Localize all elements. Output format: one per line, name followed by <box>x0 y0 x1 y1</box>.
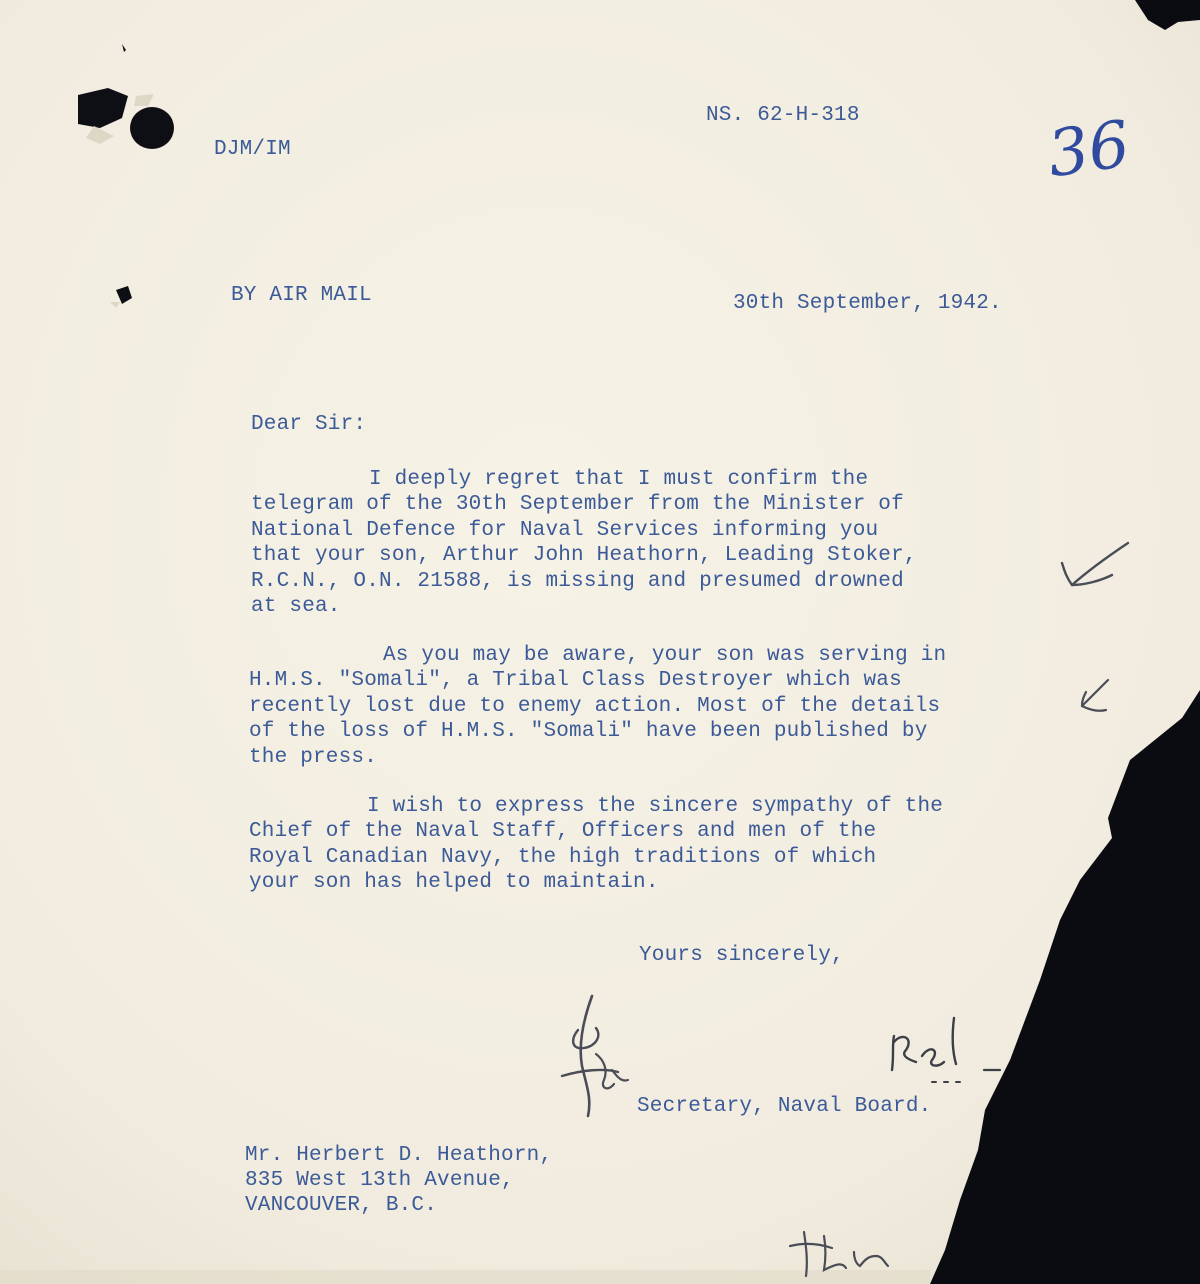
punch-hole-damage <box>70 40 190 320</box>
paragraph-confirmation: I deeply regret that I must confirm the telegram of the 30th September from the Minister of National Defence for Naval Services informing you that your son, Arthur John Heathorn, Leading Stoker, R.C.N., O.N. 21588, is missing and presumed drowned at sea. <box>251 468 917 619</box>
address-line: VANCOUVER, B.C. <box>245 1194 438 1217</box>
delivery-method: BY AIR MAIL <box>231 284 372 307</box>
letter-date: 30th September, 1942. <box>733 292 1002 315</box>
handwritten-signature <box>548 988 648 1128</box>
paragraph-sympathy: I wish to express the sincere sympathy of the Chief of the Naval Staff, Officers and men of the Royal Canadian Navy, the high traditions of which your son has helped to maintain. <box>249 795 944 895</box>
handwritten-initials <box>880 1010 1010 1090</box>
pencil-scribble <box>780 1222 900 1284</box>
pencil-check-mark <box>1050 535 1140 605</box>
closing: Yours sincerely, <box>639 944 844 967</box>
reference-number: NS. 62-H-318 <box>706 104 860 127</box>
handwritten-page-number: 36 <box>1043 107 1135 193</box>
address-line: 835 West 13th Avenue, <box>245 1169 514 1192</box>
paragraph-somali: As you may be aware, your son was serving in H.M.S. "Somali", a Tribal Class Destroyer which was recently lost due to enemy action. Most of the details of the loss of H.M.S. "Somali" have been published by the press. <box>249 644 947 769</box>
pencil-check-mark <box>1076 672 1116 722</box>
signature-title: Secretary, Naval Board. <box>637 1095 932 1118</box>
typist-initials: DJM/IM <box>214 138 291 161</box>
address-line: Mr. Herbert D. Heathorn, <box>245 1144 553 1167</box>
salutation: Dear Sir: <box>251 413 367 436</box>
